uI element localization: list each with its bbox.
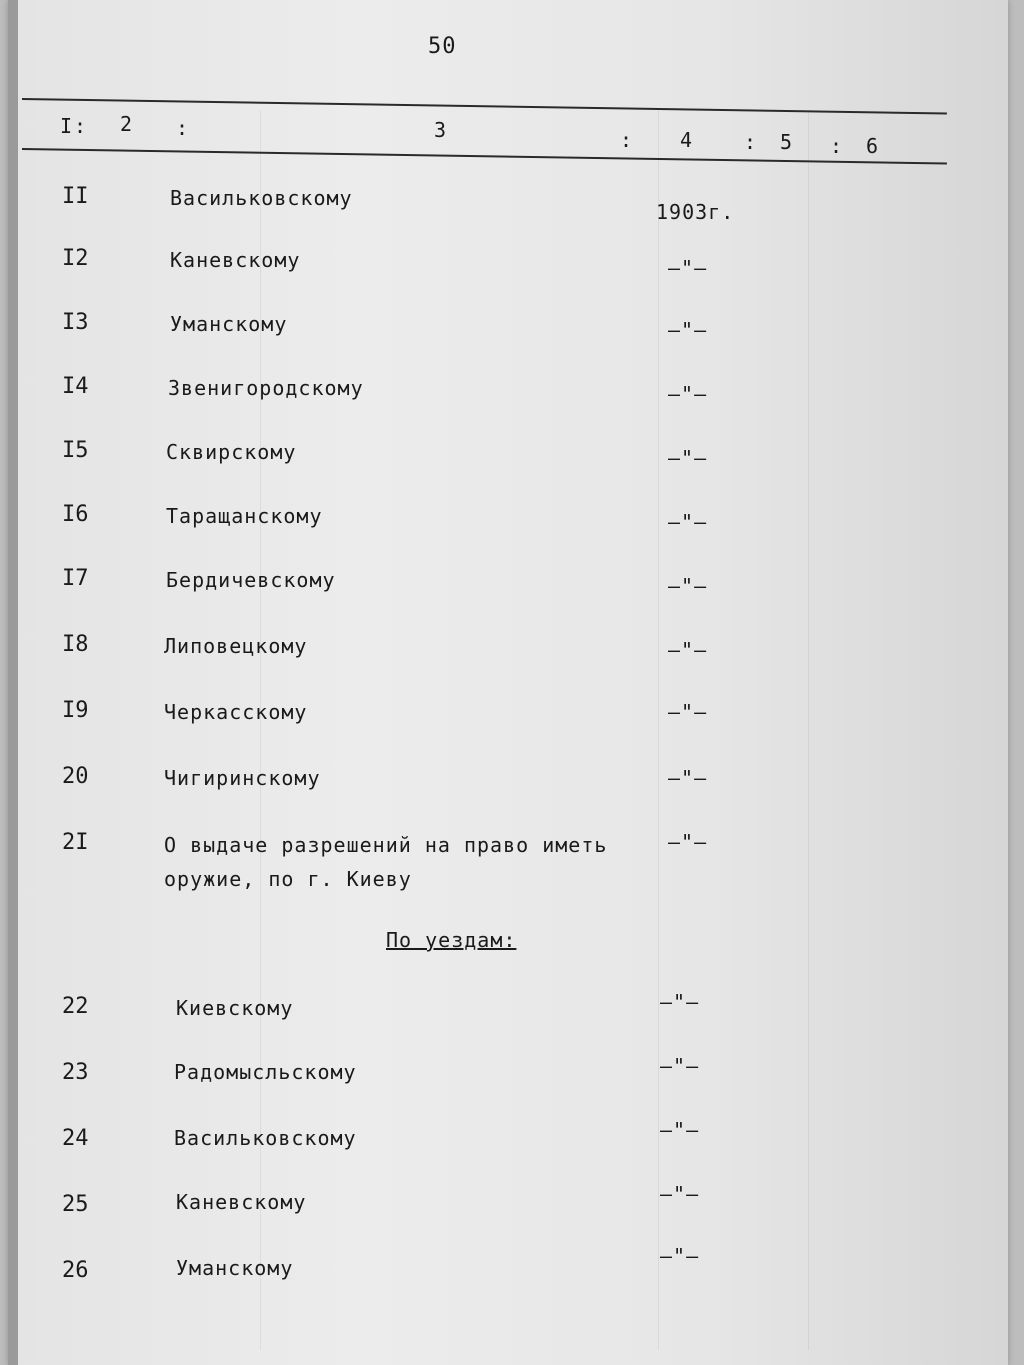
column-header: :	[830, 134, 845, 158]
column-header: 6	[866, 134, 881, 158]
row-number: I4	[62, 374, 89, 399]
row-name: Таращанскому	[166, 504, 323, 528]
row-number: 25	[62, 1192, 89, 1217]
column-header: 3	[434, 118, 449, 142]
row-date: –"–	[660, 1182, 700, 1206]
column-header: I:	[60, 114, 89, 138]
column-header: 4	[680, 128, 695, 152]
row-number: I2	[62, 246, 89, 271]
column-header: :	[620, 128, 635, 152]
row-name: Звенигородскому	[168, 376, 364, 400]
bleed-through-line	[658, 110, 659, 1350]
bleed-through-line	[260, 110, 261, 1350]
row-date: –"–	[660, 990, 700, 1014]
row-number: I6	[62, 502, 89, 527]
row-name: Васильковскому	[170, 186, 353, 210]
column-header: 5	[780, 130, 795, 154]
row-number: 26	[62, 1258, 89, 1283]
column-header: :	[176, 116, 191, 140]
row-number: 2I	[62, 830, 89, 855]
row-name: О выдаче разрешений на право иметь оружие, по г. Киеву	[164, 833, 608, 891]
row-number: I5	[62, 438, 89, 463]
row-date: –"–	[660, 1118, 700, 1142]
row-name: Липовецкому	[164, 634, 308, 658]
row-name: Чигиринскому	[164, 766, 321, 790]
row-number: 22	[62, 994, 89, 1019]
row-number: 24	[62, 1126, 89, 1151]
row-number: I8	[62, 632, 89, 657]
row-name: Каневскому	[176, 1190, 307, 1214]
row-number: II	[62, 184, 89, 209]
row-name: Каневскому	[170, 248, 301, 272]
row-name: Киевскому	[176, 996, 294, 1020]
row-date: –"–	[660, 1054, 700, 1078]
row-date: –"–	[668, 318, 708, 342]
row-name: Уманскому	[176, 1256, 294, 1280]
binding-edge	[8, 0, 18, 1365]
row-name: Уманскому	[170, 312, 288, 336]
bleed-through-line	[808, 110, 809, 1350]
row-name: Сквирскому	[166, 440, 297, 464]
row-date: –"–	[668, 766, 708, 790]
page-number: 50	[428, 34, 457, 59]
row-date: –"–	[660, 1244, 700, 1268]
row-name: Бердичевскому	[166, 568, 336, 592]
row-number: 20	[62, 764, 89, 789]
row-date: –"–	[668, 256, 708, 280]
row-number: I3	[62, 310, 89, 335]
row-number: I7	[62, 566, 89, 591]
row-date: –"–	[668, 510, 708, 534]
row-date: –"–	[668, 638, 708, 662]
header-rule-top	[22, 98, 947, 115]
row-name: Васильковскому	[174, 1126, 357, 1150]
row-date: –"–	[668, 574, 708, 598]
row-date: –"–	[668, 830, 708, 854]
row-name: Черкасскому	[164, 700, 308, 724]
row-date: –"–	[668, 446, 708, 470]
column-header: 2	[120, 112, 135, 136]
row-name: Радомысльскому	[174, 1060, 357, 1084]
row-date: –"–	[668, 700, 708, 724]
row-date: –"–	[668, 382, 708, 406]
section-heading: По уездам:	[386, 928, 517, 952]
document-page	[8, 0, 1008, 1365]
column-header: :	[744, 130, 759, 154]
row-date: 1903г.	[656, 200, 735, 224]
row-number: 23	[62, 1060, 89, 1085]
row-number: I9	[62, 698, 89, 723]
